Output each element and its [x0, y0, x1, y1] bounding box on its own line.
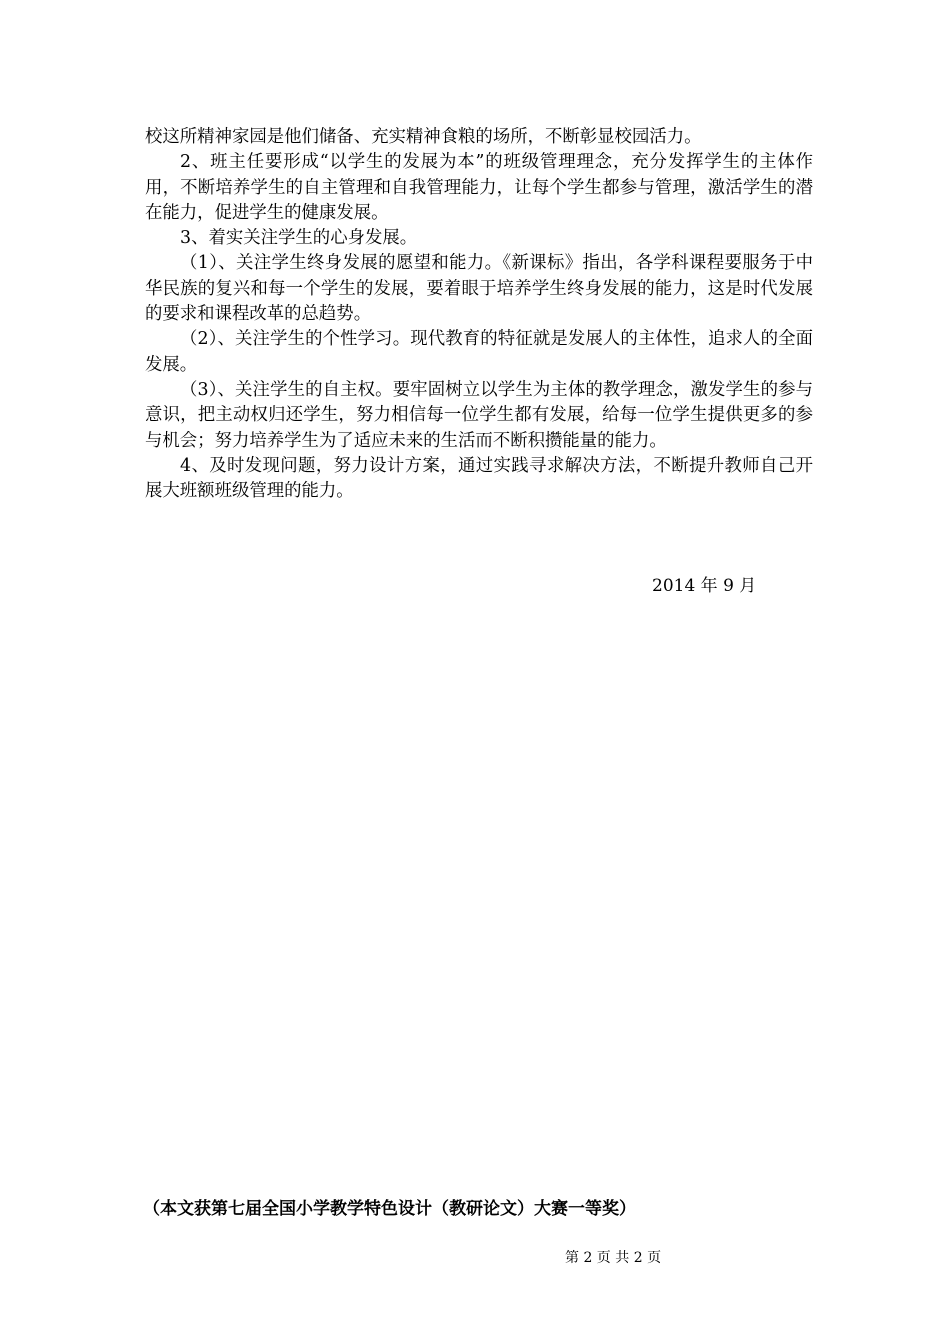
paragraph-4: （1）、关注学生终身发展的愿望和能力。《新课标》指出，各学科课程要服务于中华民族的复兴和每一个学生的发展，要着眼于培养学生终身发展的能力，这是时代发展的要求和课程改革的总趋势。	[145, 253, 813, 325]
award-note: （本文获第七届全国小学教学特色设计（教研论文）大赛一等奖）	[143, 1199, 636, 1219]
paragraph-5: （2）、关注学生的个性学习。现代教育的特征就是发展人的主体性，追求人的全面发展。	[145, 329, 813, 375]
document-date: 2014 年 9 月	[652, 576, 757, 596]
paragraph-6: （3）、关注学生的自主权。要牢固树立以学生为主体的教学理念，激发学生的参与意识，把主动权归还学生，努力相信每一位学生都有发展，给每一位学生提供更多的参与机会；努力培养学生为了适应未来的生活而不断积攒能量的能力。	[145, 379, 813, 451]
paragraph-3: 3、着实关注学生的心身发展。	[180, 228, 418, 249]
document-body	[145, 125, 813, 504]
page-number: 第 2 页 共 2 页	[565, 1250, 662, 1266]
paragraph-1: 校这所精神家园是他们储备、充实精神食粮的场所，不断彰显校园活力。	[145, 127, 702, 147]
paragraph-2: 2、班主任要形成“以学生的发展为本”的班级管理理念，充分发挥学生的主体作用，不断培养学生的自主管理和自我管理能力，让每个学生都参与管理，激活学生的潜在能力，促进学生的健康发展。	[145, 152, 813, 223]
paragraph-7: 4、及时发现问题，努力设计方案，通过实践寻求解决方法，不断提升教师自己开展大班额班级管理的能力。	[145, 455, 813, 502]
